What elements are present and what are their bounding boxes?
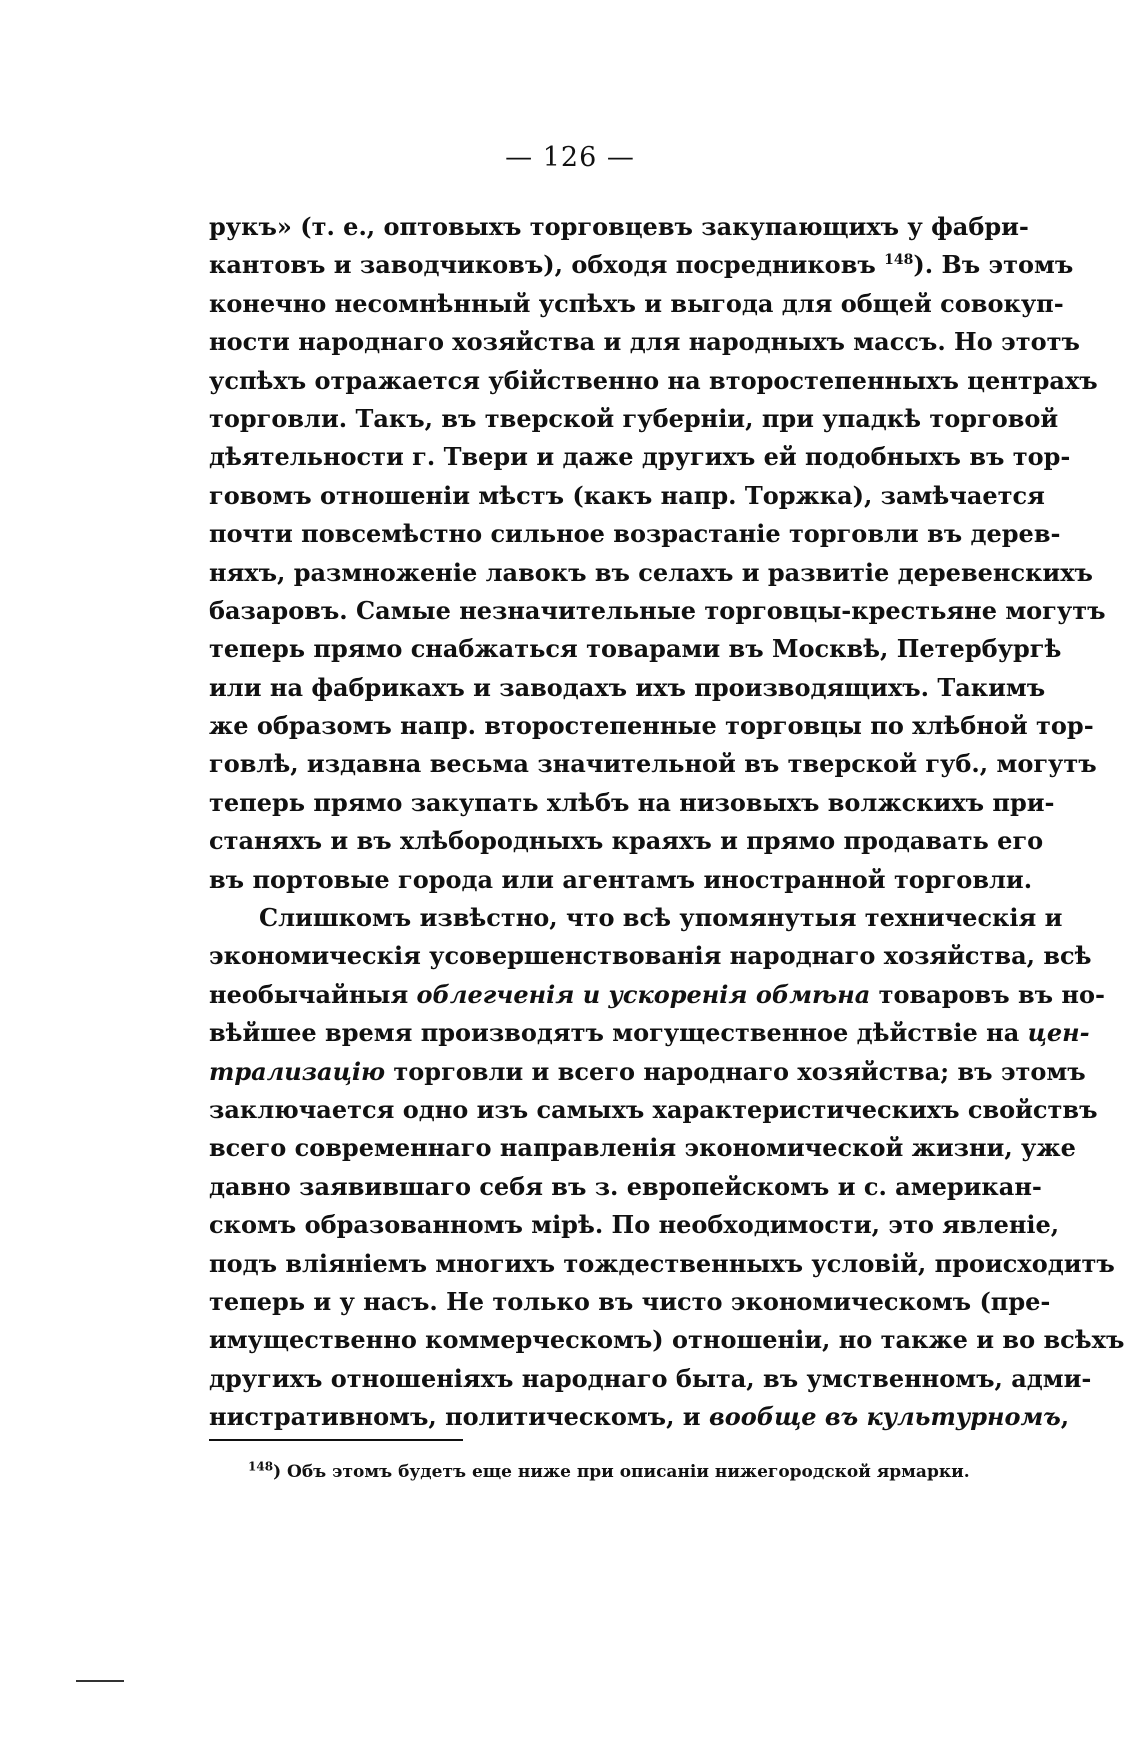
- text-line: [209, 976, 1105, 1014]
- text-segment: ,: [1060, 1402, 1070, 1432]
- text-line: другихъ отношеніяхъ народнаго быта, въ умственномъ, адми-: [209, 1363, 1092, 1393]
- text-line: или на фабрикахъ и заводахъ ихъ производящихъ. Такимъ: [209, 672, 1046, 702]
- text-line: ности народнаго хозяйства и для народныхъ массъ. Но этотъ: [209, 327, 1080, 357]
- footnote-text: ) Объ этомъ будетъ еще ниже при описаніи нижегородской ярмарки.: [273, 1462, 970, 1482]
- text-line: няхъ, размноженіе лавокъ въ селахъ и развитіе деревенскихъ: [209, 557, 1093, 587]
- italic-segment: цен-: [1027, 1018, 1090, 1048]
- footnote: [248, 1459, 988, 1482]
- text-line: всего современнаго направленія экономической жизни, уже: [209, 1133, 1076, 1163]
- text-line: теперь прямо закупать хлѣбъ на низовыхъ волжскихъ при-: [209, 787, 1055, 817]
- text-line: базаровъ. Самые незначительные торговцы-крестьяне могутъ: [209, 595, 1106, 625]
- paragraph-start-line: Слишкомъ извѣстно, что всѣ упомянутыя техническія и: [259, 903, 1063, 933]
- text-line: торговли. Такъ, въ тверской губерніи, при упадкѣ торговой: [209, 403, 1059, 433]
- footnote-reference[interactable]: 148: [884, 252, 914, 269]
- text-line: скомъ образованномъ мірѣ. По необходимости, это явленіе,: [209, 1210, 1060, 1240]
- text-line: экономическія усовершенствованія народнаго хозяйства, всѣ: [209, 941, 1092, 971]
- page-number: — 126 —: [505, 142, 635, 173]
- text-line: говлѣ, издавна весьма значительной въ тверской губ., могутъ: [209, 749, 1097, 779]
- main-text: [209, 208, 1125, 1437]
- text-line: теперь прямо снабжаться товарами въ Москвѣ, Петербургѣ: [209, 634, 1062, 664]
- text-line: имущественно коммерческомъ) отношеніи, но также и во всѣхъ: [209, 1325, 1125, 1355]
- text-line: теперь и у насъ. Не только въ чисто экономическомъ (пре-: [209, 1286, 1051, 1316]
- italic-segment: вообще въ культурномъ: [708, 1402, 1061, 1432]
- text-line: почти повсемѣстно сильное возрастаніе торговли въ дерев-: [209, 519, 1061, 549]
- margin-mark: [76, 1680, 124, 1682]
- text-segment: нистративномъ, политическомъ, и: [209, 1402, 709, 1432]
- text-line: говомъ отношеніи мѣстъ (какъ напр. Торжка), замѣчается: [209, 480, 1045, 510]
- text-line: [209, 1053, 1086, 1091]
- text-segment: вѣйшее время производятъ могущественное дѣйствіе на: [209, 1018, 1028, 1048]
- italic-segment: облегченія и ускоренія обмѣна: [416, 979, 871, 1009]
- text-segment: торговли и всего народнаго хозяйства; въ этомъ: [385, 1056, 1086, 1086]
- text-line: конечно несомнѣнный успѣхъ и выгода для общей совокуп-: [209, 288, 1064, 318]
- text-segment: кантовъ и заводчиковъ), обходя посредниковъ: [209, 250, 885, 280]
- text-line: рукъ» (т. е., оптовыхъ торговцевъ закупающихъ у фабри-: [209, 212, 1029, 241]
- italic-segment: трализацію: [209, 1056, 386, 1086]
- text-line: станяхъ и въ хлѣбородныхъ краяхъ и прямо продавать его: [209, 826, 1044, 856]
- text-line: [209, 246, 1074, 284]
- footnote-divider: [209, 1439, 463, 1441]
- text-line: давно заявившаго себя въ з. европейскомъ и с. американ-: [209, 1171, 1042, 1201]
- text-segment: товаровъ въ но-: [870, 979, 1105, 1009]
- text-line: успѣхъ отражается убійственно на второстепенныхъ центрахъ: [209, 365, 1098, 395]
- text-line: въ портовые города или агентамъ иностранной торговли.: [209, 864, 1033, 894]
- text-line: [209, 1398, 1070, 1436]
- text-line: же образомъ напр. второстепенные торговцы по хлѣбной тор-: [209, 711, 1094, 741]
- text-line: подъ вліяніемъ многихъ тождественныхъ условій, происходитъ: [209, 1248, 1115, 1278]
- text-segment: необычайныя: [209, 979, 417, 1009]
- footnote-number: 148: [248, 1459, 274, 1474]
- text-line: дѣятельности г. Твери и даже другихъ ей подобныхъ въ тор-: [209, 442, 1071, 472]
- text-line: [209, 1014, 1090, 1052]
- text-line: заключается одно изъ самыхъ характеристическихъ свойствъ: [209, 1094, 1098, 1124]
- text-segment: ). Въ этомъ: [913, 250, 1074, 280]
